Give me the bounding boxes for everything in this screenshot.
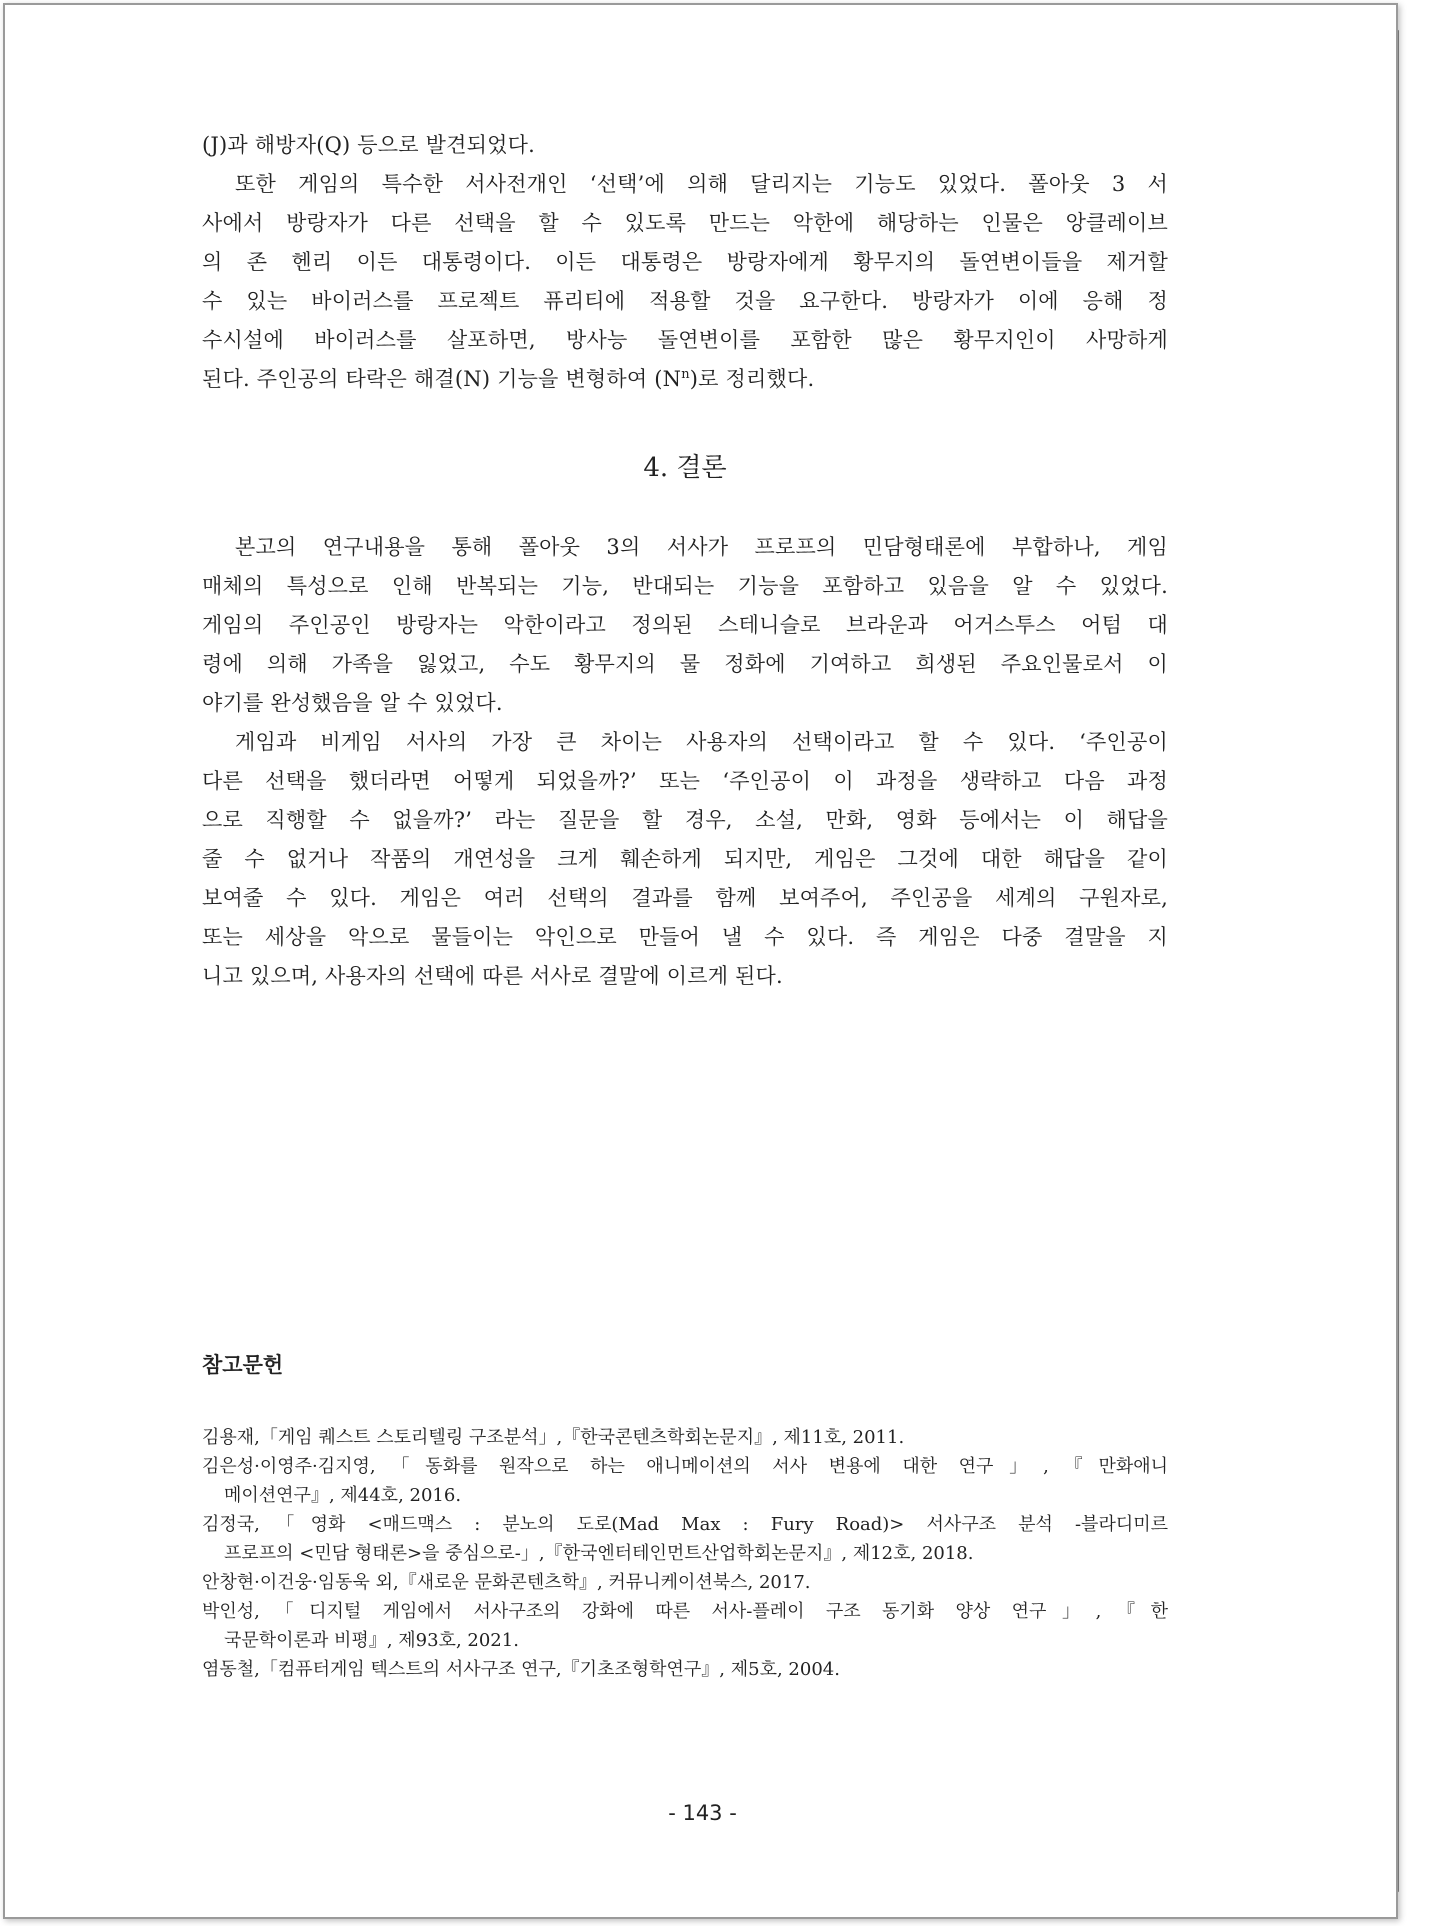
text-fragment: 된다. 주인공의 타락은 해결(N) 기능을 변형하여 (N [202, 367, 682, 391]
text-line: 사에서 방랑자가 다른 선택을 할 수 있도록 만드는 악한에 해당하는 인물은 앙클레이브 [202, 211, 1168, 235]
references-list [202, 1423, 1168, 1684]
reference-entry: 박인성,「디지털 게임에서 서사구조의 강화에 따른 서사-플레이 구조 동기화 양상 연구」,『한 [202, 1601, 1168, 1622]
text-line: 또는 세상을 악으로 물들이는 악인으로 만들어 낼 수 있다. 즉 게임은 다중 결말을 지 [202, 925, 1168, 949]
superscript: n [681, 367, 690, 382]
text-fragment: )로 정리했다. [689, 367, 815, 391]
text-line: 수시설에 바이러스를 살포하면, 방사능 돌연변이를 포함한 많은 황무지인이 사망하게 [202, 328, 1168, 352]
text-line: 매체의 특성으로 인해 반복되는 기능, 반대되는 기능을 포함하고 있음을 알 수 있었다. [202, 574, 1168, 598]
text-line: 게임의 주인공인 방랑자는 악한이라고 정의된 스테니슬로 브라운과 어거스투스 어텀 대 [202, 613, 1168, 637]
body-paragraph-top [202, 126, 1168, 399]
text-line: 수 있는 바이러스를 프로젝트 퓨리티에 적용할 것을 요구한다. 방랑자가 이에 응해 정 [202, 289, 1168, 313]
text-line: 으로 직행할 수 없을까?’ 라는 질문을 할 경우, 소설, 만화, 영화 등에서는 이 해답을 [202, 808, 1168, 832]
text-line: 의 존 헨리 이든 대통령이다. 이든 대통령은 방랑자에게 황무지의 돌연변이들을 제거할 [202, 250, 1168, 274]
reference-continuation: 프로프의 <민담 형태론>을 중심으로-」,『한국엔터테인먼트산업학회논문지』, 제12호, 2018. [224, 1543, 974, 1564]
text-line: 다른 선택을 했더라면 어떻게 되었을까?’ 또는 ‘주인공이 이 과정을 생략하고 다음 과정 [202, 769, 1168, 793]
text-line [202, 360, 1168, 399]
reference-continuation: 국문학이론과 비평』, 제93호, 2021. [224, 1630, 519, 1651]
reference-entry: 김은성·이영주·김지영,「동화를 원작으로 하는 애니메이션의 서사 변용에 대한 연구」,『만화애니 [202, 1456, 1168, 1477]
text-line: 보여줄 수 있다. 게임은 여러 선택의 결과를 함께 보여주어, 주인공을 세계의 구원자로, [202, 886, 1168, 910]
section-heading: 4. 결론 [643, 453, 727, 483]
text-line: 게임과 비게임 서사의 가장 큰 차이는 사용자의 선택이라고 할 수 있다. ‘주인공이 [235, 730, 1168, 754]
reference-entry: 김정국,「영화 <매드맥스 : 분노의 도로(Mad Max : Fury Road)> 서사구조 분석 -블라디미르 [202, 1514, 1168, 1535]
reference-entry: 안창현·이건웅·임동욱 외,『새로운 문화콘텐츠학』, 커뮤니케이션북스, 2017. [202, 1572, 811, 1593]
page-number: - 143 - [668, 1801, 737, 1825]
reference-continuation: 메이션연구』, 제44호, 2016. [224, 1485, 462, 1506]
conclusion-paragraphs [202, 528, 1168, 996]
text-line: 또한 게임의 특수한 서사전개인 ‘선택’에 의해 달리지는 기능도 있었다. 폴아웃 3 서 [235, 172, 1168, 196]
text-line: 줄 수 없거나 작품의 개연성을 크게 훼손하게 되지만, 게임은 그것에 대한 해답을 같이 [202, 847, 1168, 871]
reference-entry: 김용재,「게임 퀘스트 스토리텔링 구조분석」,『한국콘텐츠학회논문지』, 제11호, 2011. [202, 1427, 905, 1448]
reference-entry: 염동철,「컴퓨터게임 텍스트의 서사구조 연구,『기초조형학연구』, 제5호, 2004. [202, 1659, 840, 1680]
text-line: 니고 있으며, 사용자의 선택에 따른 서사로 결말에 이르게 된다. [202, 964, 783, 988]
text-line: 야기를 완성했음을 알 수 있었다. [202, 691, 503, 715]
text-line: (J)과 해방자(Q) 등으로 발견되었다. [202, 133, 535, 157]
document-page [3, 3, 1398, 1919]
references-heading: 참고문헌 [202, 1353, 284, 1377]
text-line: 령에 의해 가족을 잃었고, 수도 황무지의 물 정화에 기여하고 희생된 주요인물로서 이 [202, 652, 1168, 676]
text-line: 본고의 연구내용을 통해 폴아웃 3의 서사가 프로프의 민담형태론에 부합하나, 게임 [235, 535, 1168, 559]
